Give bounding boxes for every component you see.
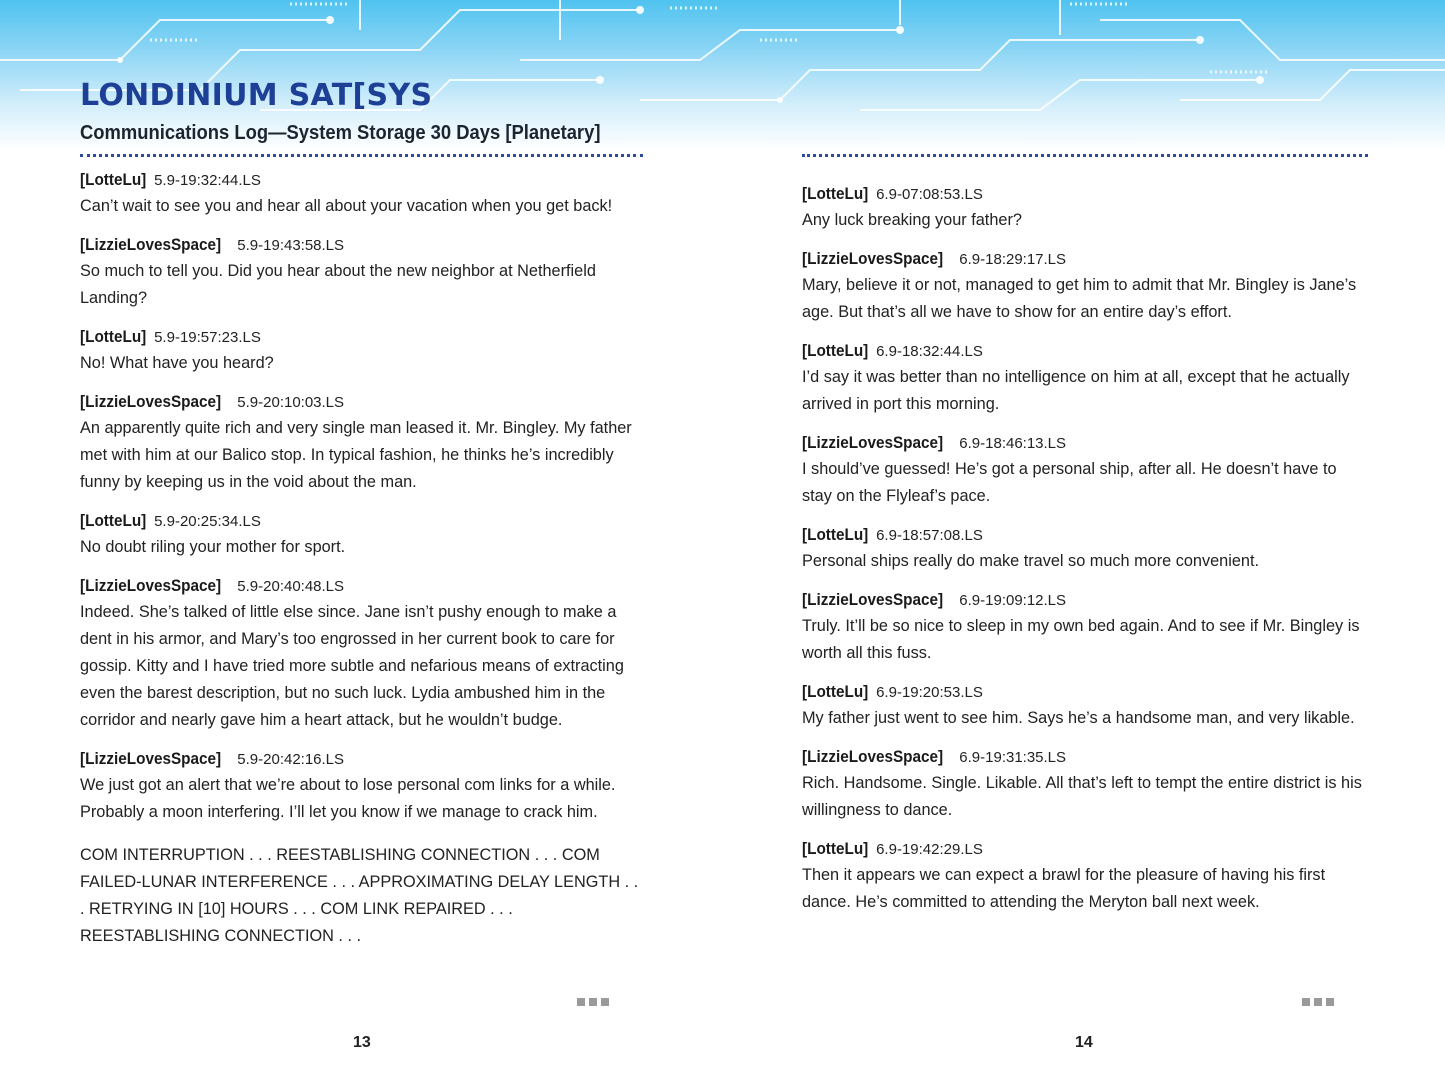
dotted-rule	[802, 154, 1368, 157]
message-timestamp: 6.9-19:20:53.LS	[876, 684, 983, 701]
message-timestamp: 6.9-18:57:08.LS	[876, 527, 983, 544]
entry-header	[802, 182, 1370, 207]
sender-handle: [LizzieLovesSpace]	[802, 249, 944, 268]
message-log	[802, 182, 1370, 929]
message-timestamp: 5.9-19:32:44.LS	[154, 172, 261, 189]
log-entry	[802, 431, 1370, 510]
message-timestamp: 6.9-18:29:17.LS	[959, 251, 1067, 268]
sender-handle: [LizzieLovesSpace]	[802, 590, 944, 609]
left-page	[80, 0, 645, 1084]
sender-handle: [LotteLu]	[802, 184, 869, 203]
entry-header	[802, 431, 1370, 456]
message-timestamp: 6.9-19:31:35.LS	[959, 749, 1067, 766]
log-entry	[802, 745, 1370, 824]
message-text: I should’ve guessed! He’s got a personal ship, after all. He doesn’t have to stay on the Flyleaf’s pace.	[802, 460, 1337, 505]
message-timestamp: 6.9-07:08:53.LS	[876, 186, 983, 203]
sender-handle: [LizzieLovesSpace]	[802, 433, 944, 452]
message-text: My father just went to see him. Says he’s a handsome man, and very likable.	[802, 709, 1355, 727]
sender-handle: [LotteLu]	[802, 341, 869, 360]
message-timestamp: 5.9-20:40:48.LS	[237, 578, 345, 595]
entry-header	[80, 168, 645, 193]
brand-title: LONDINIUM SAT[SYS	[80, 78, 433, 113]
log-entry	[802, 182, 1370, 234]
log-entry	[802, 680, 1370, 732]
page-number: 14	[1075, 1034, 1093, 1051]
message-text: Truly. It’ll be so nice to sleep in my own bed again. And to see if Mr. Bingley is worth all this fuss.	[802, 617, 1360, 662]
com-interruption-notice: COM INTERRUPTION . . . REESTABLISHING CONNECTION . . . COM FAILED-LUNAR INTERFERENCE . . . APPROXIMATING DELAY LENGTH . . . RETRYING IN [10] HOURS . . . COM LINK REPAIRED . . . REESTABLISHING CONNECTION . . .	[80, 846, 639, 945]
entry-header	[80, 747, 645, 772]
message-timestamp: 6.9-18:46:13.LS	[959, 435, 1067, 452]
sender-handle: [LotteLu]	[80, 511, 147, 530]
message-text: We just got an alert that we’re about to lose personal com links for a while. Probably a moon interfering. I’ll let you know if we manage to crack him.	[80, 776, 616, 821]
message-text: Mary, believe it or not, managed to get him to admit that Mr. Bingley is Jane’s age. But that’s all we have to show for an entire day’s effort.	[802, 276, 1357, 321]
message-timestamp: 5.9-20:42:16.LS	[237, 751, 345, 768]
entry-header	[80, 233, 645, 258]
entry-header	[80, 390, 645, 415]
message-text: Indeed. She’s talked of little else since. Jane isn’t pushy enough to make a dent in his armor, and Mary’s too engrossed in her current book to care for gossip. Kitty and I have tried more subtle and nefarious means of extracting even the barest description, but no such luck. Lydia ambushed him in the corridor and nearly gave him a heart attack, but he wouldn’t budge.	[80, 603, 624, 729]
sender-handle: [LotteLu]	[80, 170, 147, 189]
entry-header	[802, 680, 1370, 705]
log-entry	[80, 390, 645, 496]
log-entry	[802, 837, 1370, 916]
page-marker-icon	[577, 998, 609, 1006]
message-text: An apparently quite rich and very single man leased it. Mr. Bingley. My father met with him at our Balico stop. In typical fashion, he thinks he’s incredibly funny by keeping us in the void about the man.	[80, 419, 632, 491]
log-entry	[80, 233, 645, 312]
message-text: Personal ships really do make travel so much more convenient.	[802, 552, 1259, 570]
sender-handle: [LotteLu]	[802, 682, 869, 701]
page-number: 13	[353, 1034, 371, 1051]
message-text: No! What have you heard?	[80, 354, 274, 372]
entry-header	[802, 745, 1370, 770]
dotted-rule	[80, 154, 643, 157]
page-marker-icon	[1302, 998, 1334, 1006]
message-text: Any luck breaking your father?	[802, 211, 1022, 229]
sender-handle: [LizzieLovesSpace]	[80, 235, 222, 254]
entry-header	[80, 509, 645, 534]
log-entry	[80, 509, 645, 561]
log-entry	[802, 588, 1370, 667]
log-entry	[80, 325, 645, 377]
log-subtitle: Communications Log—System Storage 30 Days [Planetary]	[80, 122, 601, 144]
entry-header	[80, 574, 645, 599]
sender-handle: [LizzieLovesSpace]	[802, 747, 944, 766]
log-entry	[80, 574, 645, 734]
log-entry	[802, 247, 1370, 326]
sender-handle: [LotteLu]	[802, 839, 869, 858]
log-entry	[802, 523, 1370, 575]
log-entry	[80, 168, 645, 220]
entry-header	[80, 325, 645, 350]
log-entry	[802, 339, 1370, 418]
message-timestamp: 6.9-19:09:12.LS	[959, 592, 1067, 609]
message-timestamp: 5.9-19:43:58.LS	[237, 237, 345, 254]
message-log	[80, 168, 645, 950]
message-timestamp: 6.9-19:42:29.LS	[876, 841, 983, 858]
message-text: No doubt riling your mother for sport.	[80, 538, 346, 556]
entry-header	[802, 339, 1370, 364]
log-entry	[80, 747, 645, 826]
message-text: Can’t wait to see you and hear all about your vacation when you get back!	[80, 197, 613, 215]
sender-handle: [LotteLu]	[802, 525, 869, 544]
sender-handle: [LizzieLovesSpace]	[80, 392, 222, 411]
right-page	[802, 0, 1370, 1084]
message-timestamp: 5.9-20:10:03.LS	[237, 394, 345, 411]
sender-handle: [LizzieLovesSpace]	[80, 749, 222, 768]
message-timestamp: 5.9-19:57:23.LS	[154, 329, 261, 346]
message-text: Rich. Handsome. Single. Likable. All that’s left to tempt the entire district is his willingness to dance.	[802, 774, 1362, 819]
message-timestamp: 5.9-20:25:34.LS	[154, 513, 261, 530]
message-text: So much to tell you. Did you hear about the new neighbor at Netherfield Landing?	[80, 262, 596, 307]
message-text: Then it appears we can expect a brawl for the pleasure of having his first dance. He’s committed to attending the Meryton ball next week.	[802, 866, 1326, 911]
message-timestamp: 6.9-18:32:44.LS	[876, 343, 983, 360]
sender-handle: [LotteLu]	[80, 327, 147, 346]
sender-handle: [LizzieLovesSpace]	[80, 576, 222, 595]
entry-header	[802, 523, 1370, 548]
entry-header	[802, 247, 1370, 272]
entry-header	[802, 837, 1370, 862]
message-text: I’d say it was better than no intelligence on him at all, except that he actually arrived in port this morning.	[802, 368, 1350, 413]
entry-header	[802, 588, 1370, 613]
